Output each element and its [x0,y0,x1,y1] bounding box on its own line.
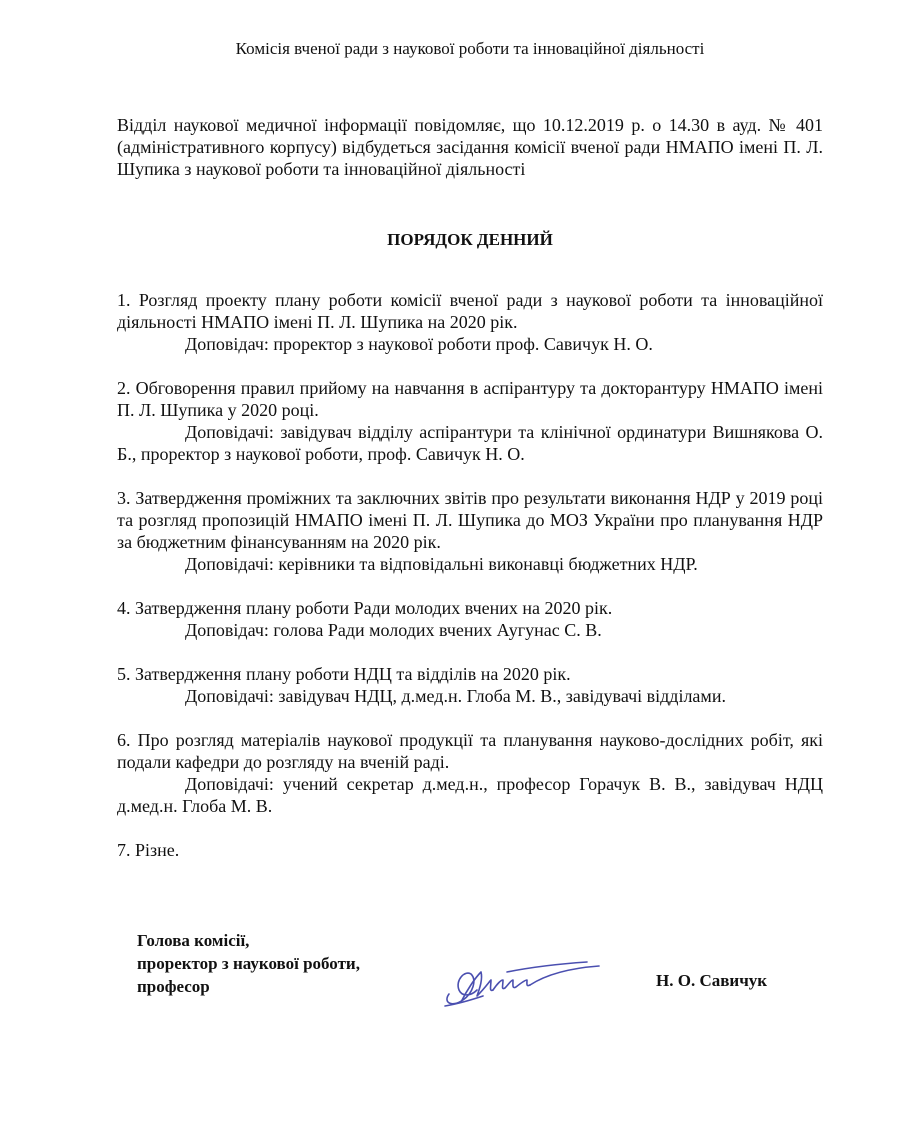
agenda-item-topic: 3. Затвердження проміжних та заключних звітів про результати виконання НДР у 2019 році та розгляд пропозицій НМАПО імені П. Л. Шупика до МОЗ України про планування НДР за бюджетним фінансуванням на 2020 рік. [117,488,823,552]
handwritten-signature [437,950,607,1010]
signature-block [137,929,360,998]
agenda-item-3 [117,487,823,575]
agenda-item-speaker: Доповідачі: учений секретар д.мед.н., професор Горачук В. В., завідувач НДЦ д.мед.н. Глоба М. В. [117,774,823,816]
intro-text: Відділ наукової медичної інформації повідомляє, що 10.12.2019 р. о 14.30 в ауд. № 401 (адміністративного корпусу) відбудеться засідання комісії вченої ради НМАПО імені П. Л. Шупика з наукової роботи та інноваційної діяльності [117,115,823,179]
signer-name: Н. О. Савичук [656,971,768,990]
intro-paragraph [117,114,823,180]
agenda-item-topic: 7. Різне. [117,840,180,860]
agenda-item-5 [117,663,823,707]
agenda-item-topic: 6. Про розгляд матеріалів наукової продукції та планування науково-дослідних робіт, які подали кафедри до розгляду на вченій раді. [117,730,823,772]
agenda-item-speaker: Доповідач: голова Ради молодих вчених Аугунас С. В. [185,620,602,640]
agenda-item-4 [117,597,823,641]
signer-position-line-2: проректор з наукової роботи, [137,954,360,973]
agenda-title: ПОРЯДОК ДЕННИЙ [387,230,553,249]
agenda-item-topic: 2. Обговорення правил прийому на навчання в аспірантуру та докторантуру НМАПО імені П. Л. Шупика у 2020 році. [117,378,823,420]
agenda-item-6 [117,729,823,817]
agenda-item-topic: 5. Затвердження плану роботи НДЦ та відділів на 2020 рік. [117,664,571,684]
agenda-item-2 [117,377,823,465]
agenda-list [117,289,823,883]
signer-position-line-1: Голова комісії, [137,931,250,950]
agenda-item-1 [117,289,823,355]
agenda-item-topic: 4. Затвердження плану роботи Ради молодих вчених на 2020 рік. [117,598,613,618]
agenda-item-speaker: Доповідачі: завідувач НДЦ, д.мед.н. Глоба М. В., завідувачі відділами. [185,686,726,706]
agenda-item-7 [117,839,823,861]
agenda-item-topic: 1. Розгляд проекту плану роботи комісії вченої ради з наукової роботи та інноваційної діяльності НМАПО імені П. Л. Шупика на 2020 рік. [117,290,823,332]
signer-position-line-3: професор [137,977,210,996]
agenda-item-speaker: Доповідачі: керівники та відповідальні виконавці бюджетних НДР. [185,554,698,574]
agenda-item-speaker: Доповідачі: завідувач відділу аспірантури та клінічної ординатури Вишнякова О. Б., проректор з наукової роботи, проф. Савичук Н. О. [117,422,823,464]
document-header: Комісія вченої ради з наукової роботи та інноваційної діяльності [235,39,705,58]
agenda-item-speaker: Доповідач: проректор з наукової роботи проф. Савичук Н. О. [185,334,653,354]
